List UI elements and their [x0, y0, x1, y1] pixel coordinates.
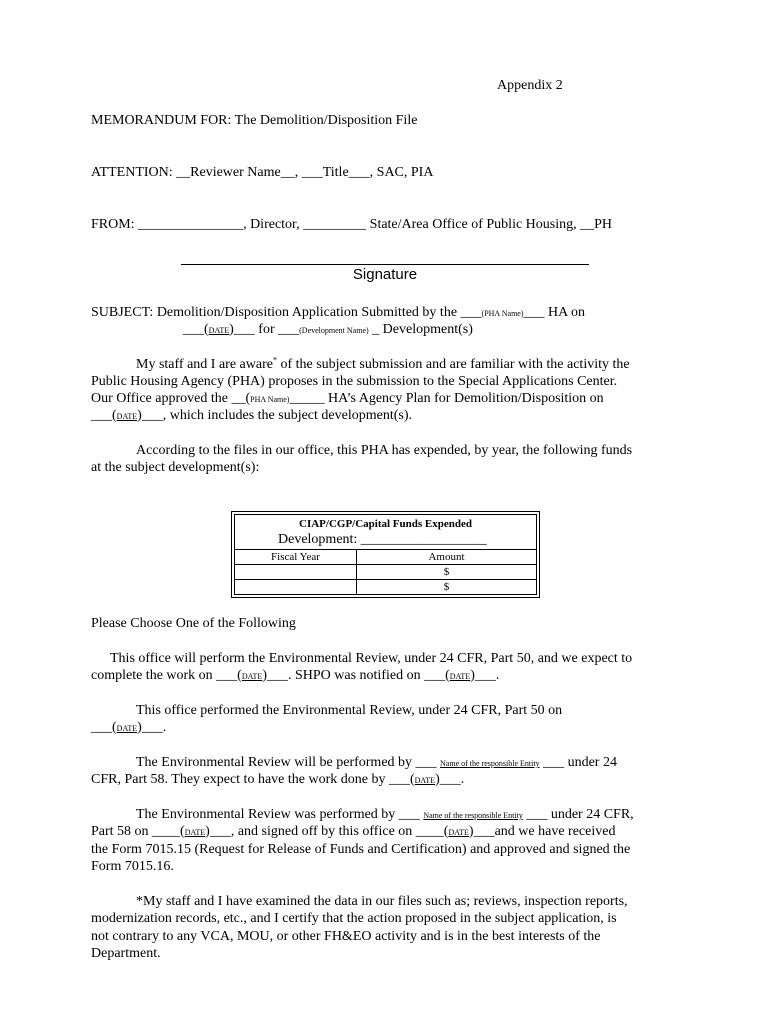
attention-line: ATTENTION: __Reviewer Name__, ___Title___, SAC, PIA: [91, 165, 434, 180]
o4-text-a: The Environmental Review was performed by ___: [136, 807, 424, 822]
footnote-marker: *: [272, 355, 277, 365]
o2-date-placeholder: DATE: [116, 724, 138, 733]
table-row: [235, 579, 536, 594]
funds-table-inner: [234, 514, 537, 595]
table-development: Development: __________________: [278, 532, 487, 547]
table-title: CIAP/CGP/Capital Funds Expended: [299, 518, 472, 530]
o1-text-c: )___.: [470, 668, 500, 683]
o4-entity-placeholder: Name of the responsible Entity: [423, 811, 523, 820]
p1-text-a: My staff and I are aware: [136, 357, 273, 372]
fiscal-year-cell: [235, 580, 357, 594]
o3-text-d: )___.: [435, 772, 465, 787]
column-header-amount: Amount: [428, 551, 465, 563]
p1-text-b: of the subject submission and are familiar with the activity the: [276, 357, 630, 372]
subject-line-1: [91, 304, 585, 322]
footnote-line-2: modernization records, etc., and I certify that the action proposed in the subject application, is: [91, 911, 617, 926]
subject-text-c: ___(: [183, 322, 209, 337]
o4-text-d: )___, and signed off by this office on ____(: [205, 824, 449, 839]
o4-date-placeholder-1: DATE: [184, 828, 206, 837]
paragraph-1-line-2: Public Housing Agency (PHA) proposes in the submission to the Special Applications Center.: [91, 374, 618, 389]
o2-text-a: ___(: [91, 720, 117, 735]
o1-text-b: )___. SHPO was notified on ___(: [262, 668, 450, 683]
o4-date-placeholder-2: DATE: [448, 828, 469, 837]
option-1-line-1: This office will perform the Environmental Review, under 24 CFR, Part 50, and we expect to: [110, 651, 633, 666]
o3-text-a: The Environmental Review will be performed by ___: [136, 755, 441, 770]
footnote-line-4: Department.: [91, 946, 161, 961]
o1-date-placeholder-1: DATE: [241, 672, 263, 681]
paragraph-1-line-4: [91, 407, 412, 425]
o1-date-placeholder-2: DATE: [449, 672, 471, 681]
amount-cell: $: [443, 566, 450, 578]
subject-text-d: )___ for ___: [229, 322, 300, 337]
option-4-line-4: Form 7015.16.: [91, 859, 174, 874]
appendix-label: Appendix 2: [497, 78, 563, 93]
memorandum-for: MEMORANDUM FOR: The Demolition/Disposition File: [91, 113, 418, 128]
option-2-line-1: This office performed the Environmental Review, under 24 CFR, Part 50 on: [136, 703, 563, 718]
option-4-line-1: [136, 806, 634, 824]
fiscal-year-cell: [235, 565, 357, 579]
p1-text-d: _____ HA’s Agency Plan for Demolition/Disposition on: [289, 391, 604, 406]
subject-line-2: [183, 321, 473, 339]
o4-text-e: )___and we have received: [468, 824, 616, 839]
subject-text: SUBJECT: Demolition/Disposition Application Submitted by the ___: [91, 305, 482, 320]
footnote-line-3: not contrary to any VCA, MOU, or other FH&EO activity and is in the best interests of the: [91, 929, 601, 944]
option-1-line-2: [91, 667, 499, 685]
p1-pha-placeholder: PHA Name): [250, 395, 290, 404]
table-header-row: [235, 549, 536, 564]
column-header-fiscal-year: Fiscal Year: [235, 550, 357, 564]
option-4-line-2: [91, 823, 615, 841]
p1-text-c: Our Office approved the __(: [91, 391, 251, 406]
paragraph-1-line-1: [136, 356, 630, 373]
options-heading: Please Choose One of the Following: [91, 616, 296, 631]
from-line: FROM: _______________, Director, _________ State/Area Office of Public Housing, __PH: [91, 217, 613, 232]
funds-table: [231, 511, 540, 598]
subject-date-placeholder: DATE: [208, 326, 230, 335]
paragraph-2-line-2: at the subject development(s):: [91, 460, 260, 475]
footnote-line-1: *My staff and I have examined the data in our files such as; reviews, inspection reports,: [136, 894, 628, 909]
o4-text-c: Part 58 on ____(: [91, 824, 185, 839]
amount-cell: $: [443, 581, 450, 593]
signature-rule: [181, 264, 589, 265]
o3-text-b: ___ under 24: [539, 755, 617, 770]
option-2-line-2: [91, 719, 166, 737]
o2-text-b: )___.: [137, 720, 167, 735]
p1-date-placeholder: DATE: [116, 412, 138, 421]
option-4-line-3: the Form 7015.15 (Request for Release of Funds and Certification) and approved and signed the: [91, 842, 631, 857]
paragraph-1-line-3: [91, 390, 604, 408]
option-3-line-1: [136, 754, 617, 772]
p1-text-e: ___(: [91, 408, 117, 423]
o3-entity-placeholder: Name of the responsible Entity: [440, 759, 540, 768]
table-row: [235, 564, 536, 579]
option-3-line-2: [91, 771, 464, 789]
o1-text-a: complete the work on ___(: [91, 668, 242, 683]
signature-label: Signature: [352, 266, 418, 283]
o3-date-placeholder: DATE: [414, 776, 436, 785]
o4-text-b: ___ under 24 CFR,: [522, 807, 634, 822]
subject-development-placeholder: (Development Name): [299, 326, 369, 335]
subject-pha-placeholder: (PHA Name): [481, 309, 524, 318]
subject-text-b: ___ HA on: [523, 305, 585, 320]
subject-text-e: _ Development(s): [368, 322, 473, 337]
p1-text-f: )___, which includes the subject development(s).: [137, 408, 412, 423]
paragraph-2-line-1: According to the files in our office, this PHA has expended, by year, the following funds: [136, 443, 633, 458]
o3-text-c: CFR, Part 58. They expect to have the work done by ___(: [91, 772, 415, 787]
